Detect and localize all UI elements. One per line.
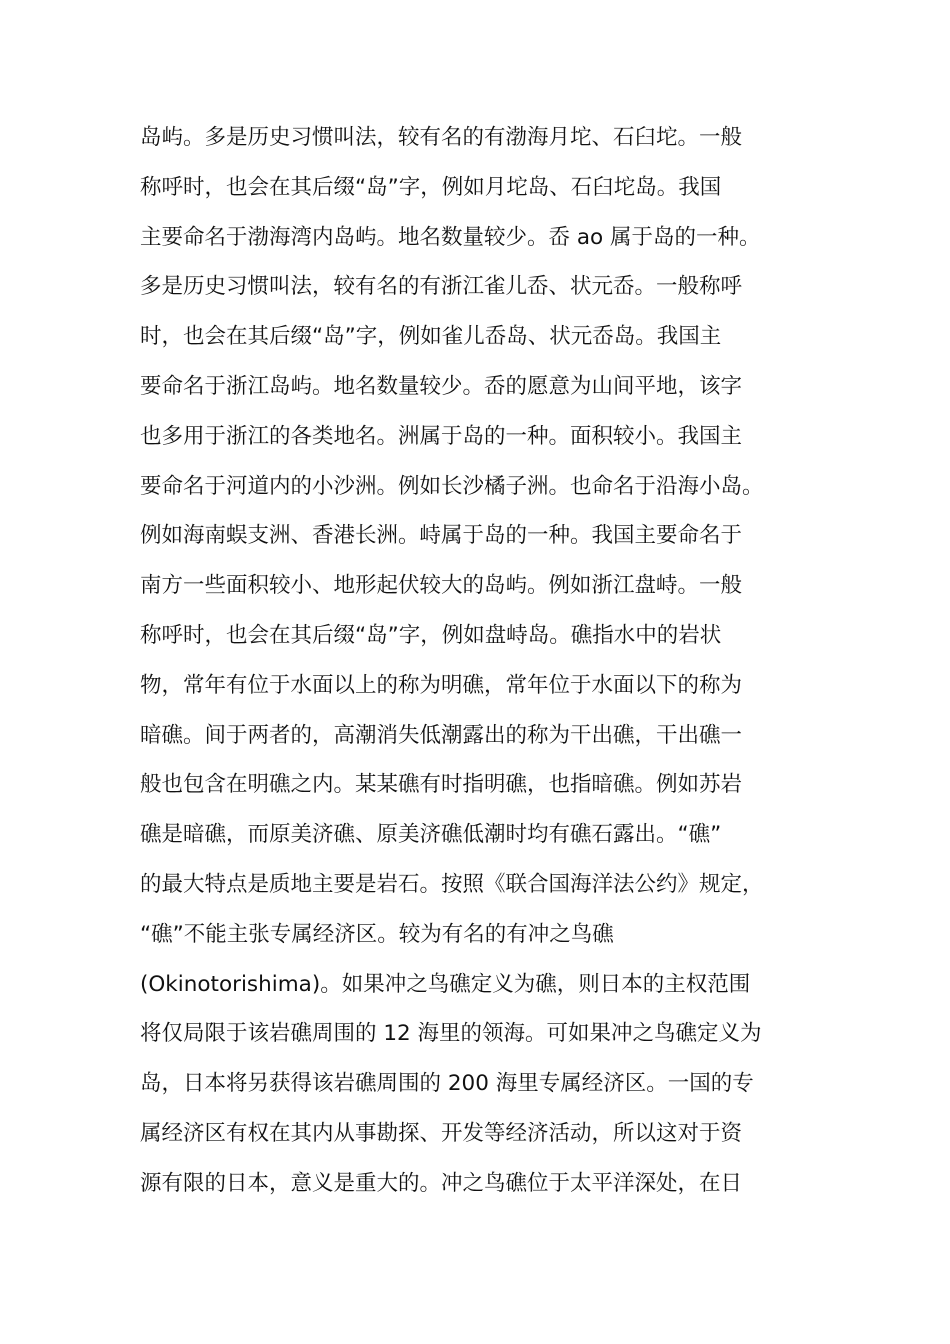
text-line: 将仅局限于该岩礁周围的 12 海里的领海。可如果冲之鸟礁定义为	[140, 1021, 762, 1047]
text-line: 称呼时，也会在其后缀“岛”字，例如盘峙岛。礁指水中的岩状	[140, 622, 722, 648]
text-line: 源有限的日本，意义是重大的。冲之鸟礁位于太平洋深处，在日	[140, 1170, 743, 1196]
text-line: “礁”不能主张专属经济区。较为有名的有冲之鸟礁	[140, 921, 614, 947]
text-line: 属经济区有权在其内从事勘探、开发等经济活动，所以这对于资	[140, 1120, 743, 1146]
text-line: (Okinotorishima)。如果冲之鸟礁定义为礁，则日本的主权范围	[140, 971, 751, 997]
text-line: 暗礁。间于两者的，高潮消失低潮露出的称为干出礁，干出礁一	[140, 722, 743, 748]
text-line: 礁是暗礁，而原美济礁、原美济礁低潮时均有礁石露出。“礁”	[140, 822, 722, 848]
text-line: 也多用于浙江的各类地名。洲属于岛的一种。面积较小。我国主	[140, 423, 743, 449]
text-line: 物，常年有位于水面以上的称为明礁，常年位于水面以下的称为	[140, 672, 743, 698]
text-line: 的最大特点是质地主要是岩石。按照《联合国海洋法公约》规定，	[140, 871, 764, 897]
text-line: 时，也会在其后缀“岛”字，例如雀儿岙岛、状元岙岛。我国主	[140, 324, 722, 350]
text-line: 要命名于河道内的小沙洲。例如长沙橘子洲。也命名于沿海小岛。	[140, 473, 764, 499]
text-line: 岛屿。多是历史习惯叫法，较有名的有渤海月坨、石臼坨。一般	[140, 125, 743, 150]
text-line: 要命名于浙江岛屿。地名数量较少。岙的愿意为山间平地，该字	[140, 373, 743, 399]
text-line: 称呼时，也会在其后缀“岛”字，例如月坨岛、石臼坨岛。我国	[140, 174, 722, 200]
text-line: 岛，日本将另获得该岩礁周围的 200 海里专属经济区。一国的专	[140, 1071, 754, 1097]
text-line: 主要命名于渤海湾内岛屿。地名数量较少。岙 ao 属于岛的一种。	[140, 224, 761, 250]
body-text	[140, 113, 820, 1209]
text-line: 例如海南蜈支洲、香港长洲。峙属于岛的一种。我国主要命名于	[140, 523, 743, 549]
text-line: 南方一些面积较小、地形起伏较大的岛屿。例如浙江盘峙。一般	[140, 573, 743, 599]
text-line: 多是历史习惯叫法，较有名的有浙江雀儿岙、状元岙。一般称呼	[140, 274, 743, 300]
text-line: 般也包含在明礁之内。某某礁有时指明礁，也指暗礁。例如苏岩	[140, 772, 743, 798]
